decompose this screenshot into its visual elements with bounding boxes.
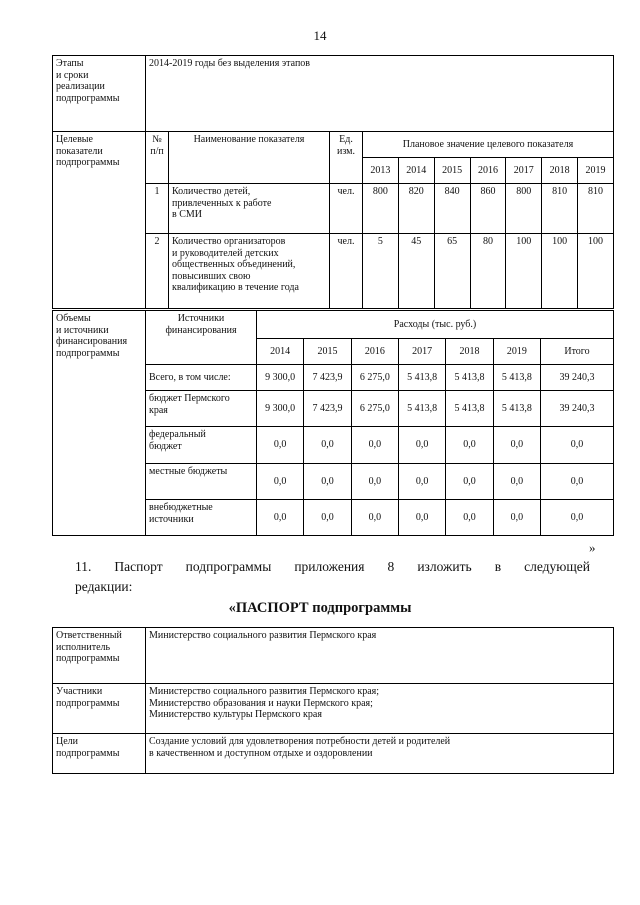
- indicator-num: 1: [146, 184, 169, 234]
- finance-value: 5 413,8: [398, 391, 445, 427]
- finance-value: 0,0: [541, 427, 614, 464]
- indicator-value: 45: [398, 234, 434, 309]
- stages-table: [52, 55, 614, 132]
- passport-row: [53, 684, 614, 734]
- finance-value: 39 240,3: [541, 365, 614, 391]
- indicator-value: 800: [363, 184, 399, 234]
- fin-year-cell: 2018: [446, 339, 493, 365]
- col-sources-header: Источники финансирования: [146, 311, 257, 365]
- finance-source: федеральный бюджет: [146, 427, 257, 464]
- indicator-name: Количество организаторов и руководителей детских общественных объединений, повысивших свою квалификацию в течение года: [169, 234, 330, 309]
- finance-value: 0,0: [304, 427, 351, 464]
- passport-value: Министерство социального развития Пермского края: [146, 628, 614, 684]
- finance-value: 0,0: [351, 500, 398, 536]
- finance-source: Всего, в том числе:: [146, 365, 257, 391]
- finance-value: 5 413,8: [493, 365, 540, 391]
- paragraph-line-1: 11. Паспорт подпрограммы приложения 8 изложить в следующей: [75, 559, 590, 574]
- indicator-value: 5: [363, 234, 399, 309]
- finance-value: 0,0: [351, 464, 398, 500]
- finance-value: 0,0: [398, 464, 445, 500]
- finance-value: 0,0: [257, 427, 304, 464]
- year-cell: 2018: [542, 158, 578, 184]
- finance-table: [52, 310, 614, 536]
- fin-year-cell: 2014: [257, 339, 304, 365]
- passport-row: [53, 628, 614, 684]
- finance-value: 0,0: [493, 464, 540, 500]
- fin-year-cell: 2017: [398, 339, 445, 365]
- targets-label: Целевые показатели подпрограммы: [53, 132, 146, 309]
- finance-value: 0,0: [351, 427, 398, 464]
- finance-value: 0,0: [304, 464, 351, 500]
- paragraph-line-2: редакции:: [75, 579, 133, 594]
- finance-value: 0,0: [541, 500, 614, 536]
- finance-value: 5 413,8: [446, 365, 493, 391]
- finance-value: 0,0: [446, 500, 493, 536]
- finance-value: 0,0: [493, 500, 540, 536]
- finance-value: 6 275,0: [351, 391, 398, 427]
- indicator-value: 810: [578, 184, 614, 234]
- finance-value: 7 423,9: [304, 391, 351, 427]
- col-expenses-header: Расходы (тыс. руб.): [257, 311, 614, 339]
- finance-value: 5 413,8: [398, 365, 445, 391]
- indicator-num: 2: [146, 234, 169, 309]
- fin-year-cell: Итого: [541, 339, 614, 365]
- indicator-value: 860: [470, 184, 506, 234]
- finance-label: Объемы и источники финансирования подпрограммы: [53, 311, 146, 536]
- finance-source: внебюджетные источники: [146, 500, 257, 536]
- indicator-value: 100: [578, 234, 614, 309]
- passport-table: [52, 627, 614, 774]
- finance-value: 0,0: [257, 464, 304, 500]
- finance-value: 0,0: [304, 500, 351, 536]
- col-unit-header: Ед. изм.: [330, 132, 363, 184]
- indicator-value: 65: [434, 234, 470, 309]
- passport-label: Участники подпрограммы: [53, 684, 146, 734]
- passport-label: Цели подпрограммы: [53, 734, 146, 774]
- stages-value: 2014-2019 годы без выделения этапов: [146, 56, 614, 132]
- indicator-value: 810: [542, 184, 578, 234]
- indicator-value: 840: [434, 184, 470, 234]
- col-num-header: № п/п: [146, 132, 169, 184]
- closing-quote: »: [589, 540, 596, 555]
- indicator-unit: чел.: [330, 234, 363, 309]
- finance-source: бюджет Пермского края: [146, 391, 257, 427]
- finance-value: 39 240,3: [541, 391, 614, 427]
- col-name-header: Наименование показателя: [169, 132, 330, 184]
- finance-value: 6 275,0: [351, 365, 398, 391]
- finance-value: 0,0: [541, 464, 614, 500]
- page-number: 14: [313, 28, 327, 43]
- finance-source: местные бюджеты: [146, 464, 257, 500]
- year-cell: 2015: [434, 158, 470, 184]
- year-cell: 2016: [470, 158, 506, 184]
- passport-title: «ПАСПОРТ подпрограммы: [228, 600, 412, 616]
- finance-value: 0,0: [446, 464, 493, 500]
- finance-value: 5 413,8: [493, 391, 540, 427]
- indicator-value: 820: [398, 184, 434, 234]
- targets-table: [52, 131, 614, 309]
- indicator-value: 100: [506, 234, 542, 309]
- year-cell: 2014: [398, 158, 434, 184]
- finance-value: 0,0: [398, 427, 445, 464]
- finance-value: 9 300,0: [257, 365, 304, 391]
- finance-value: 0,0: [493, 427, 540, 464]
- fin-year-cell: 2019: [493, 339, 540, 365]
- passport-label: Ответственный исполнитель подпрограммы: [53, 628, 146, 684]
- passport-row: [53, 734, 614, 774]
- year-cell: 2013: [363, 158, 399, 184]
- fin-year-cell: 2016: [351, 339, 398, 365]
- finance-value: 0,0: [446, 427, 493, 464]
- passport-value: Министерство социального развития Пермского края; Министерство образования и науки Пермского края; Министерство культуры Пермского края: [146, 684, 614, 734]
- indicator-value: 80: [470, 234, 506, 309]
- indicator-name: Количество детей, привлеченных к работе в СМИ: [169, 184, 330, 234]
- indicator-unit: чел.: [330, 184, 363, 234]
- year-cell: 2019: [578, 158, 614, 184]
- finance-value: 7 423,9: [304, 365, 351, 391]
- passport-value: Создание условий для удовлетворения потребности детей и родителей в качественном и доступном отдыхе и оздоровлении: [146, 734, 614, 774]
- year-cell: 2017: [506, 158, 542, 184]
- finance-value: 0,0: [398, 500, 445, 536]
- finance-value: 0,0: [257, 500, 304, 536]
- indicator-value: 100: [542, 234, 578, 309]
- finance-value: 9 300,0: [257, 391, 304, 427]
- indicator-value: 800: [506, 184, 542, 234]
- col-plan-header: Плановое значение целевого показателя: [363, 132, 614, 158]
- fin-year-cell: 2015: [304, 339, 351, 365]
- stages-label: Этапы и сроки реализации подпрограммы: [53, 56, 146, 132]
- finance-value: 5 413,8: [446, 391, 493, 427]
